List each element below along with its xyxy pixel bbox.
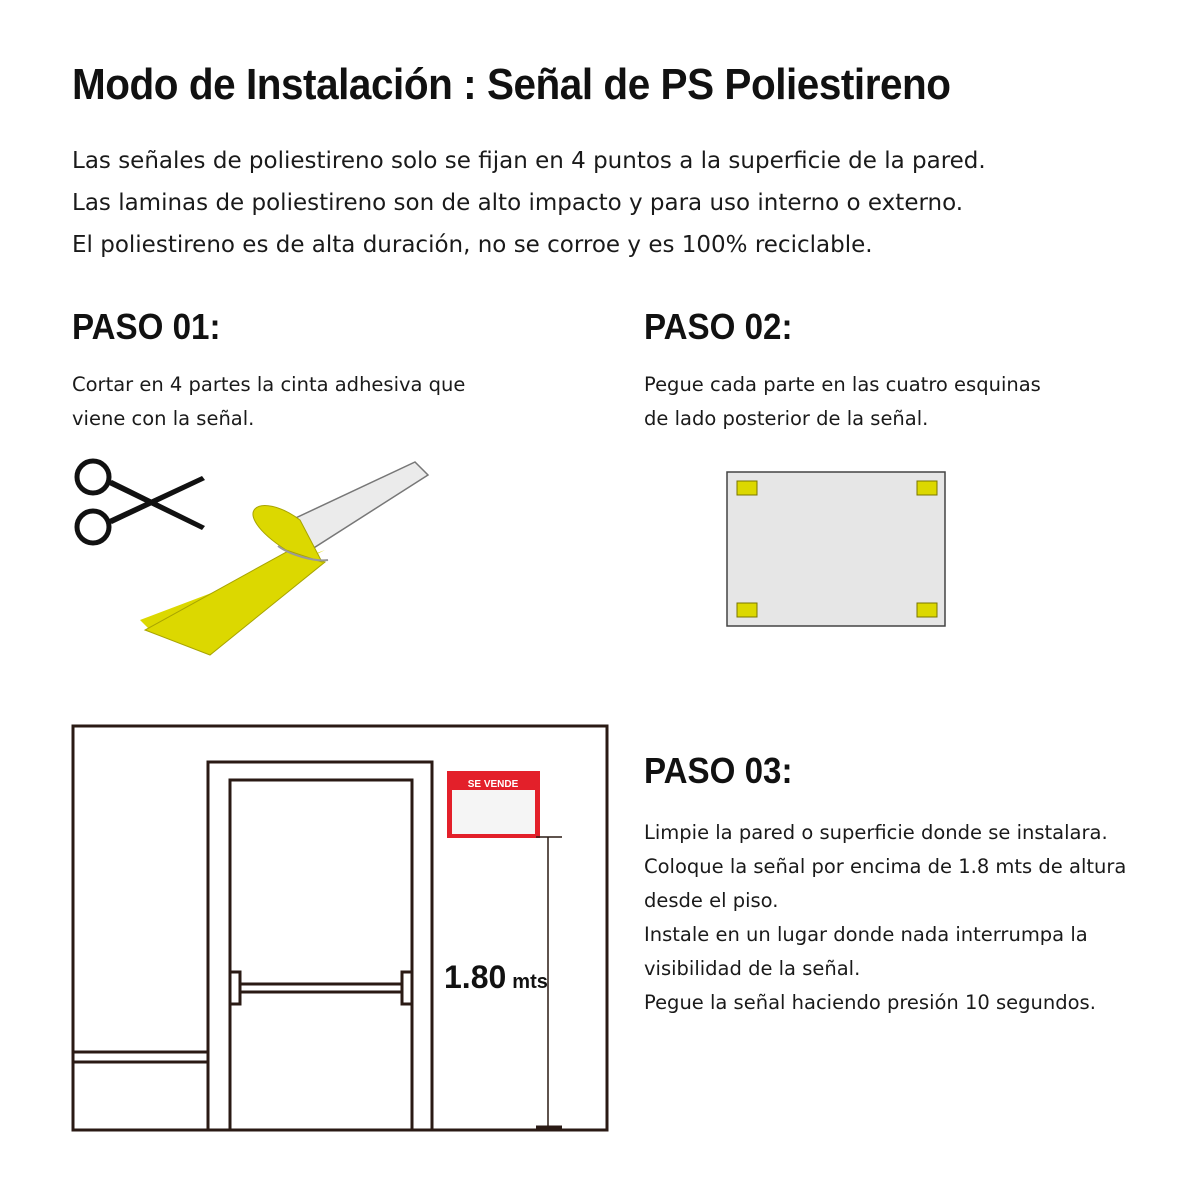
adhesive-square bbox=[917, 481, 937, 495]
step-1-heading: PASO 01: bbox=[72, 306, 221, 347]
step-2-line: Pegue cada parte en las cuatro esquinas bbox=[644, 373, 1041, 396]
scissors-icon bbox=[77, 461, 205, 543]
intro-paragraph bbox=[72, 140, 986, 266]
step-3-text bbox=[644, 816, 1126, 1020]
wainscot-rail bbox=[73, 1052, 208, 1062]
height-unit: mts bbox=[512, 971, 548, 993]
step-2-line: de lado posterior de la señal. bbox=[644, 407, 929, 430]
tape-strip bbox=[140, 462, 428, 655]
intro-line: Las laminas de poliestireno son de alto impacto y para uso interno o externo. bbox=[72, 190, 964, 216]
for-sale-sign bbox=[447, 771, 540, 838]
step-3-line: Coloque la señal por encima de 1.8 mts de altura bbox=[644, 855, 1127, 878]
sign-label: SE VENDE bbox=[467, 779, 519, 790]
intro-line: Las señales de poliestireno solo se fijan en 4 puntos a la superficie de la pared. bbox=[72, 148, 986, 174]
step-2-text bbox=[644, 368, 1041, 436]
door bbox=[208, 762, 432, 1130]
push-bar-bracket bbox=[230, 972, 240, 1004]
step-1-line: Cortar en 4 partes la cinta adhesiva que bbox=[72, 373, 466, 396]
adhesive-square bbox=[737, 603, 757, 617]
step-3-line: Pegue la señal haciendo presión 10 segundos. bbox=[644, 991, 1096, 1014]
wall-door-illustration bbox=[70, 722, 612, 1134]
step-3-line: visibilidad de la señal. bbox=[644, 957, 861, 980]
height-value: 1.80 bbox=[444, 959, 507, 995]
intro-line: El poliestireno es de alta duración, no se corroe y es 100% reciclable. bbox=[72, 232, 873, 258]
height-label bbox=[444, 959, 548, 995]
sign-back-panel bbox=[727, 472, 945, 626]
push-bar-bracket bbox=[402, 972, 412, 1004]
step-3-line: desde el piso. bbox=[644, 889, 779, 912]
sign-back-illustration bbox=[720, 466, 954, 632]
step-3-heading: PASO 03: bbox=[644, 750, 793, 791]
adhesive-square bbox=[917, 603, 937, 617]
step-3-line: Instale en un lugar donde nada interrumpa la bbox=[644, 923, 1088, 946]
step-3-line: Limpie la pared o superficie donde se instalara. bbox=[644, 821, 1108, 844]
scissors-tape-illustration bbox=[60, 450, 450, 670]
adhesive-square bbox=[737, 481, 757, 495]
step-2-heading: PASO 02: bbox=[644, 306, 793, 347]
step-1-line: viene con la señal. bbox=[72, 407, 255, 430]
step-1-text bbox=[72, 368, 465, 436]
page-title: Modo de Instalación : Señal de PS Poliestireno bbox=[72, 60, 951, 109]
